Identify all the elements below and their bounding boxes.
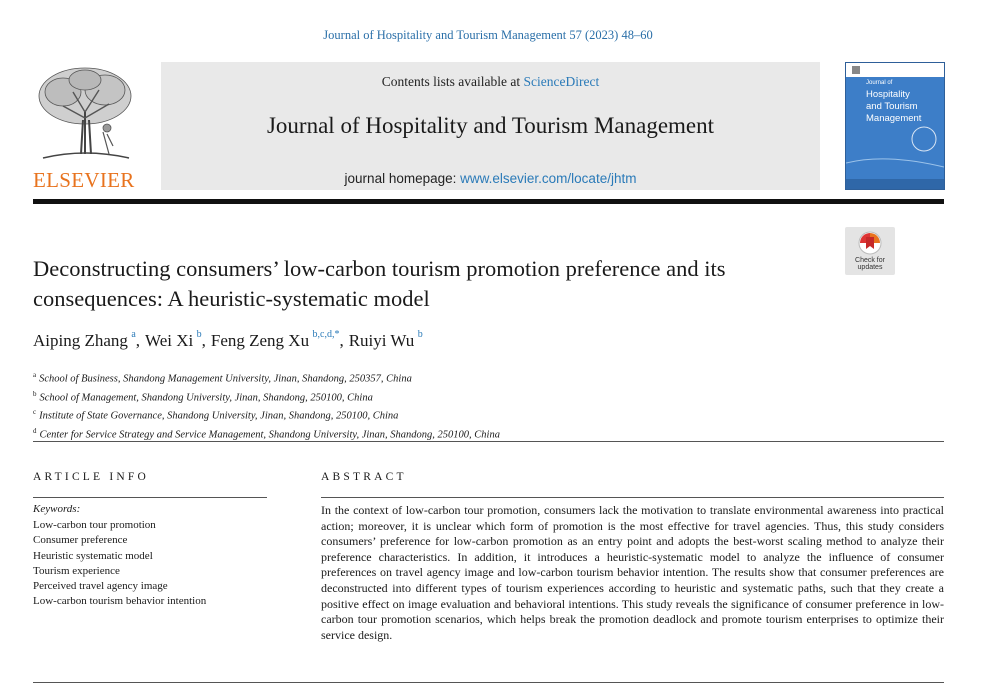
affiliation-item — [33, 387, 500, 406]
masthead-rule — [33, 199, 944, 204]
cover-line-3: and Tourism — [866, 101, 918, 112]
contents-line — [161, 74, 820, 90]
author-affiliation-mark[interactable]: b,c,d,* — [312, 329, 340, 341]
keyword-item: Tourism experience — [33, 564, 120, 577]
homepage-line — [161, 171, 820, 186]
affiliation-text: School of Business, Shandong Management University, Jinan, Shandong, 250357, China — [39, 373, 412, 385]
keyword-item: Consumer preference — [33, 534, 128, 547]
sciencedirect-link[interactable]: ScienceDirect — [523, 74, 600, 89]
abstract-heading: ABSTRACT — [321, 471, 407, 483]
cover-publisher-mark — [852, 66, 860, 74]
author-name[interactable]: Feng Zeng Xu — [210, 331, 310, 350]
publisher-name[interactable]: ELSEVIER — [33, 168, 135, 192]
abstract-rule — [321, 497, 944, 498]
keywords-label: Keywords: — [33, 503, 81, 515]
journal-cover-image[interactable] — [845, 62, 945, 190]
author-affiliation-mark[interactable]: b — [417, 329, 423, 341]
affiliation-text: Institute of State Governance, Shandong University, Jinan, Shandong, 250100, China — [39, 410, 399, 422]
abstract-text: In the context of low-carbon tour promotion, consumers lack the motivation to translate environmental awareness into practical action; moreover, it is unclear which form of promotion is the most effective for travel agencies. Thus, this study considers consumers’ preference for low-carbon promotion as an entry point and adopts the best-worst scaling method to analyze their preference characteristics. In addition, it introduces a heuristic-systematic model to analyze the influence of consumer preferences on travel agency image and low-carbon tourism behavior intention. The results show that consumer preferences are deconstructed into different types of tourism experiences according to heuristic and systematic paths, such that they create a positive effect on image evaluation and behavioral intentions. This study reveals the significance of consumer preference in low-carbon tour promotion scenarios, which helps break the promotion deadlock and promote tourism enterprises to optimize their service design. — [321, 503, 944, 642]
affiliation-item — [33, 424, 500, 443]
journal-title: Journal of Hospitality and Tourism Management — [266, 113, 715, 138]
article-info-heading: ARTICLE INFO — [33, 471, 149, 483]
affiliation-list — [33, 368, 500, 442]
homepage-prefix: journal homepage: — [344, 171, 461, 186]
affiliation-mark: b — [33, 389, 37, 398]
author[interactable] — [211, 331, 340, 350]
check-updates-label: Check for updates — [855, 257, 885, 271]
affiliation-text: Center for Service Strategy and Service Management, Shandong University, Jinan, Shandong, 250100, China — [39, 429, 500, 440]
cover-decoration — [846, 123, 944, 189]
affiliation-mark: c — [33, 408, 37, 416]
author-name[interactable]: Aiping Zhang — [33, 331, 128, 350]
affiliation-mark: d — [33, 426, 37, 435]
article-title: Deconstructing consumers’ low-carbon tourism promotion preference and its consequences: A heuristic-systematic model — [33, 256, 726, 311]
author-name[interactable]: Wei Xi — [145, 331, 194, 350]
check-for-updates-button[interactable] — [845, 227, 895, 275]
author-separator: , — [201, 331, 206, 350]
affiliation-text: School of Management, Shandong University, Jinan, Shandong, 250100, China — [39, 392, 373, 403]
keyword-item: Low-carbon tour promotion — [33, 519, 156, 531]
author-affiliation-mark[interactable]: a — [131, 329, 136, 341]
keywords-list — [33, 518, 206, 610]
affiliation-mark: a — [33, 371, 37, 379]
affiliation-item — [33, 405, 500, 424]
keyword-item: Heuristic systematic model — [33, 549, 153, 562]
bookmark-icon — [858, 231, 882, 255]
author-affiliation-mark[interactable]: b — [196, 329, 202, 341]
cover-top-strip — [846, 63, 944, 77]
author-separator: , — [135, 331, 141, 350]
cover-line-2: Hospitality — [866, 89, 910, 100]
contents-prefix: Contents lists available at — [381, 74, 524, 89]
author-separator: , — [339, 331, 344, 350]
cover-line-4: Management — [866, 113, 922, 124]
author-name[interactable]: Ruiyi Wu — [348, 331, 415, 350]
author[interactable] — [349, 331, 423, 350]
section-rule — [33, 441, 944, 442]
keyword-item: Perceived travel agency image — [33, 580, 168, 593]
author-list — [33, 331, 423, 351]
author[interactable] — [145, 331, 202, 350]
bottom-rule — [33, 682, 944, 683]
keyword-item: Low-carbon tourism behavior intention — [33, 595, 207, 608]
journal-homepage-link[interactable]: www.elsevier.com/locate/jhtm — [460, 171, 637, 186]
cover-line-1: Journal of — [866, 80, 893, 86]
journal-citation[interactable]: Journal of Hospitality and Tourism Management 57 (2023) 48–60 — [323, 28, 653, 42]
article-info-rule — [33, 497, 267, 498]
affiliation-item — [33, 368, 500, 387]
author[interactable] — [33, 331, 136, 350]
